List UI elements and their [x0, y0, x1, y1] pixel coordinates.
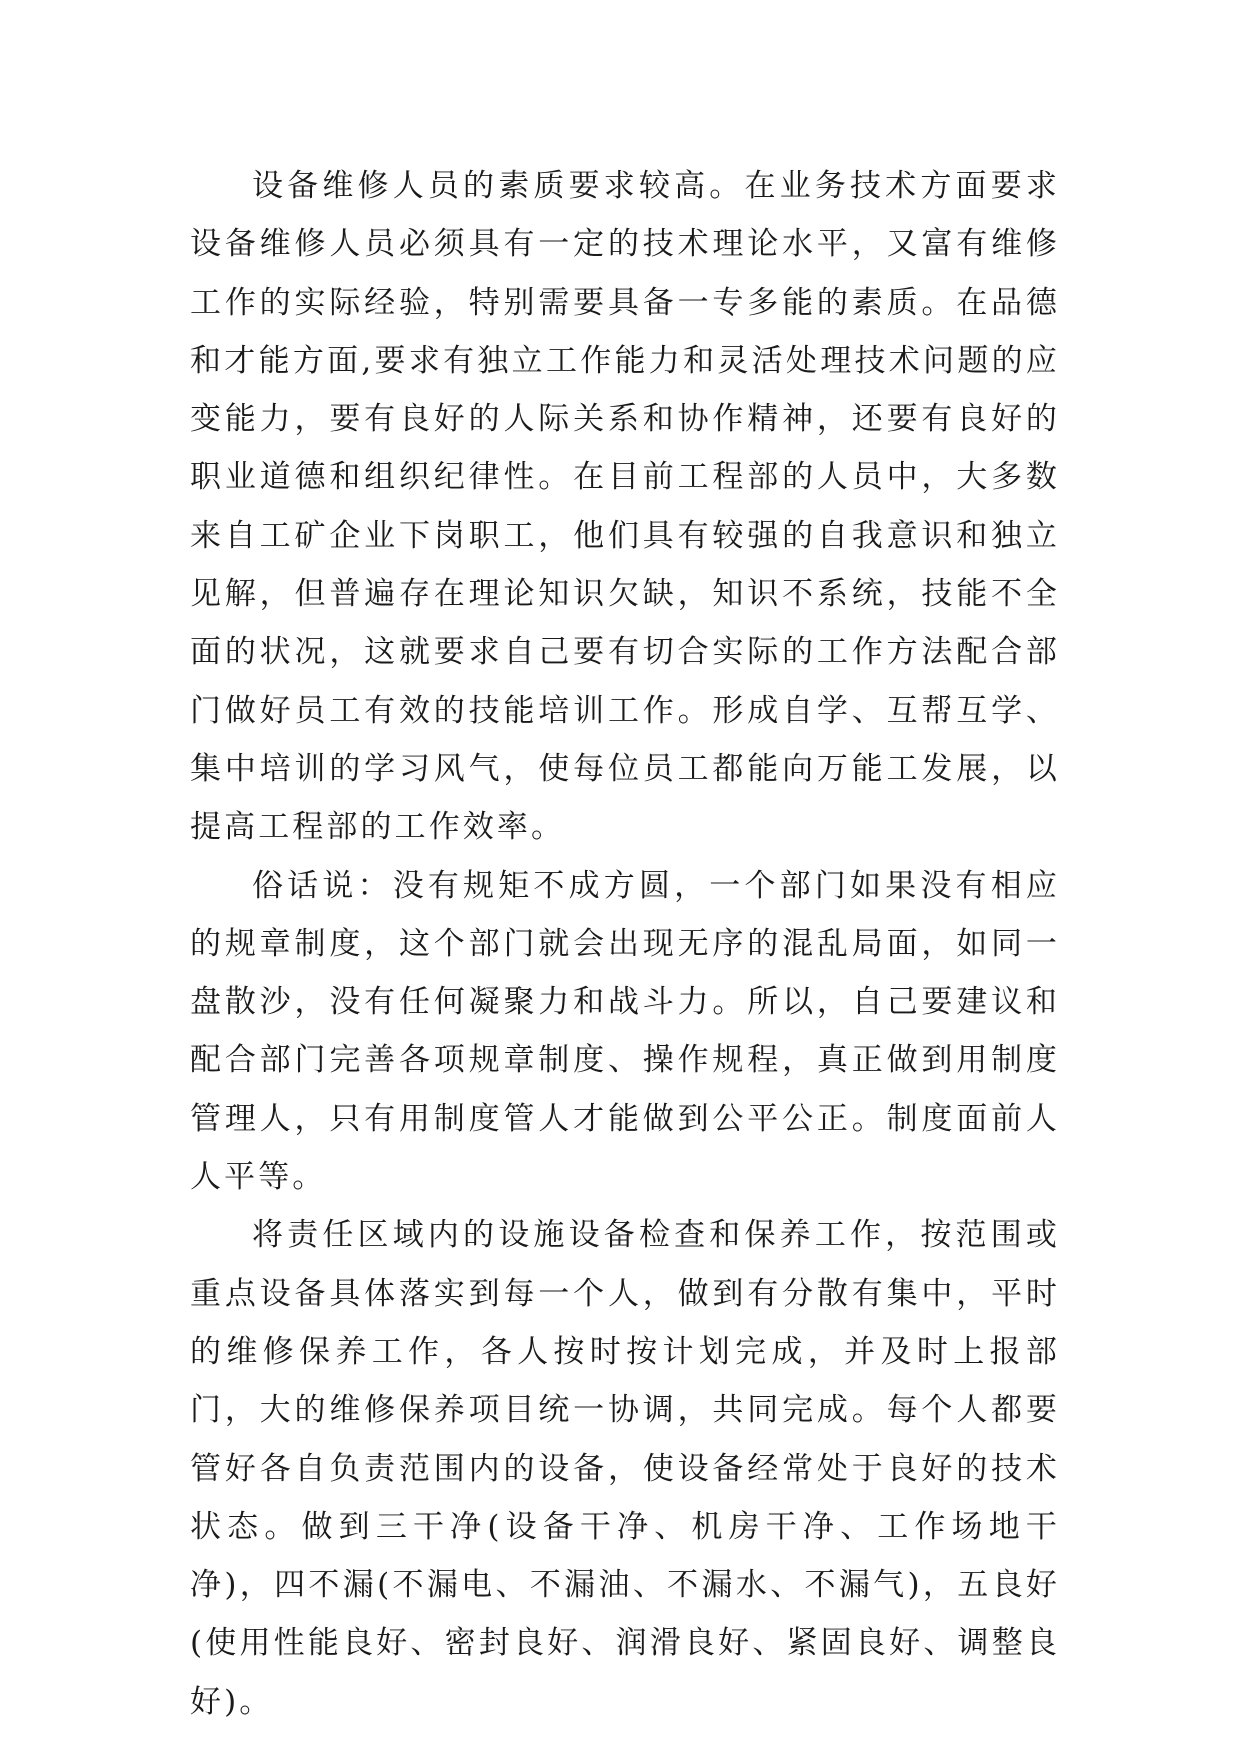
paragraph-equipment-maintenance: 将责任区域内的设施设备检查和保养工作，按范围或重点设备具体落实到每一个人，做到有分散有集中，平时的维修保养工作，各人按时按计划完成，并及时上报部门，大的维修保养项目统一协调，共同完成。每个人都要管好各自负责范围内的设备，使设备经常处于良好的技术状态。做到三干净(设备干净、机房干净、工作场地干净)，四不漏(不漏电、不漏油、不漏水、不漏气)，五良好(使用性能良好、密封良好、润滑良好、紧固良好、调整良好)。	[190, 1217, 1060, 1720]
document-body	[190, 157, 1060, 1731]
paragraph-staff-quality: 设备维修人员的素质要求较高。在业务技术方面要求设备维修人员必须具有一定的技术理论水平，又富有维修工作的实际经验，特别需要具备一专多能的素质。在品德和才能方面,要求有独立工作能力和灵活处理技术问题的应变能力，要有良好的人际关系和协作精神，还要有良好的职业道德和组织纪律性。在目前工程部的人员中，大多数来自工矿企业下岗职工，他们具有较强的自我意识和独立见解，但普遍存在理论知识欠缺，知识不系统，技能不全面的状况，这就要求自己要有切合实际的工作方法配合部门做好员工有效的技能培训工作。形成自学、互帮互学、集中培训的学习风气，使每位员工都能向万能工发展，以提高工程部的工作效率。	[190, 168, 1060, 846]
paragraph-rules-and-regulations: 俗话说：没有规矩不成方圆，一个部门如果没有相应的规章制度，这个部门就会出现无序的混乱局面，如同一盘散沙，没有任何凝聚力和战斗力。所以，自己要建议和配合部门完善各项规章制度、操作规程，真正做到用制度管理人，只有用制度管人才能做到公平公正。制度面前人人平等。	[190, 867, 1060, 1196]
